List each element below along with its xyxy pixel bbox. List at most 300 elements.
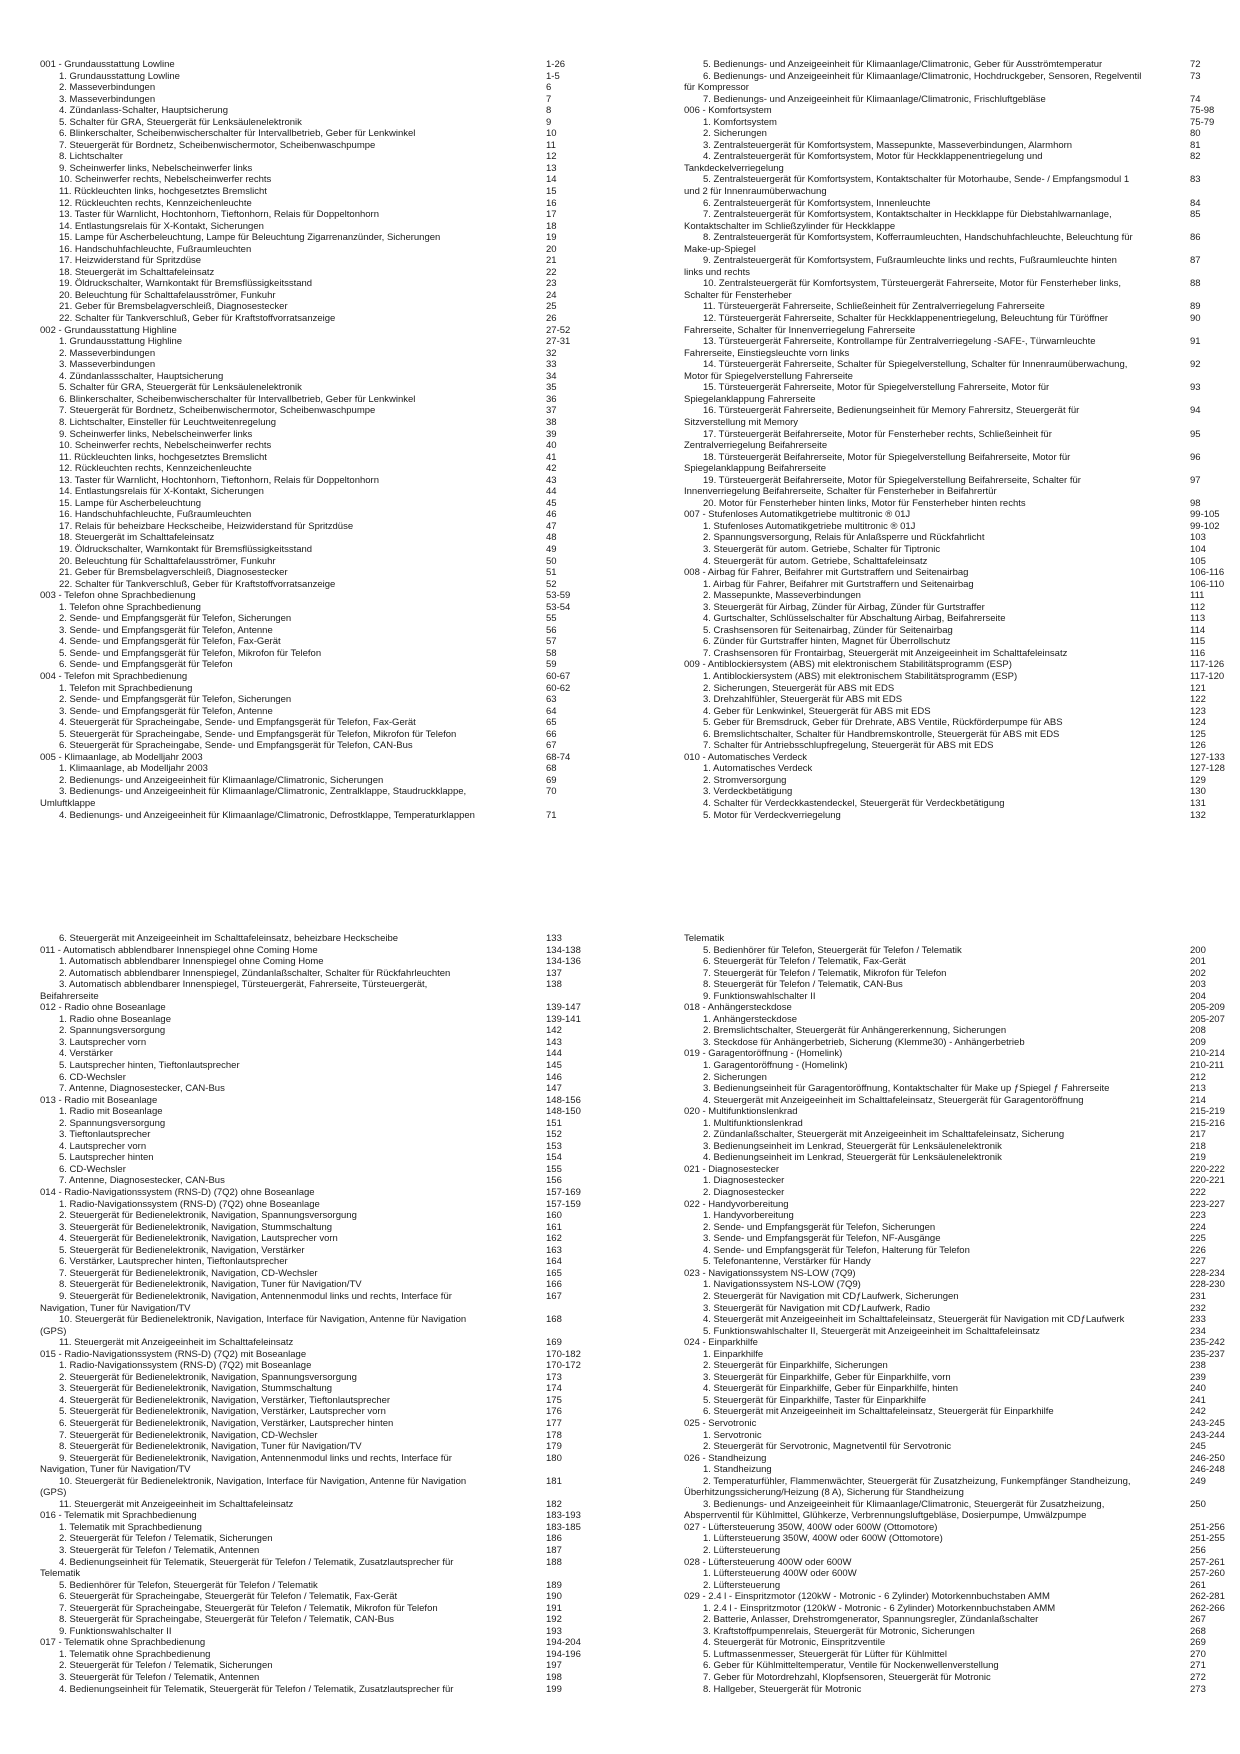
toc-section-entry: [40, 706, 680, 718]
toc-page-range: 73: [1190, 70, 1201, 82]
toc-section-entry: [684, 1406, 1240, 1418]
toc-page-range: 165: [546, 1267, 562, 1279]
toc-entry-title: 2. Sicherungen: [703, 128, 767, 140]
toc-entry-title: 15. Türsteuergerät Fahrerseite, Motor für Spiegelverstellung Fahrerseite, Motor für: [703, 382, 1050, 394]
toc-entry-title: 5. Steuergerät für Bedienelektronik, Navigation, Verstärker: [59, 1244, 305, 1256]
toc-entry-title: 2. Spannungsversorgung, Relais für Anlaßsperre und Rückfahrlicht: [703, 532, 985, 544]
toc-entry-title: 6. Blinkerschalter, Scheibenwischerschalter für Intervallbetrieb, Geber für Lenkwinkel: [59, 393, 416, 405]
toc-page-range: 106-110: [1190, 578, 1225, 590]
toc-page-range: 49: [546, 543, 557, 555]
toc-entry-title: 1. Handyvorbereitung: [703, 1210, 794, 1222]
toc-entry-title: 3. Steuergerät für Navigation mit CDƒLaufwerk, Radio: [703, 1302, 931, 1314]
toc-page-range: 178: [546, 1429, 562, 1441]
toc-page-range: 9: [546, 116, 552, 128]
toc-entry-title: 11. Rückleuchten links, hochgesetztes Bremslicht: [59, 186, 267, 198]
toc-page-range: 200: [1190, 944, 1206, 956]
toc-page-range: 59: [546, 659, 557, 671]
toc-page-range: 170-172: [546, 1360, 581, 1372]
toc-page-range: 160: [546, 1210, 562, 1222]
toc-page-range: 63: [546, 694, 557, 706]
toc-section-entry: [40, 625, 680, 637]
toc-section-entry: [684, 1672, 1240, 1684]
toc-page-range: 97: [1190, 474, 1201, 486]
toc-entry-title: 011 - Automatisch abblendbarer Innenspiegel ohne Coming Home: [40, 944, 318, 956]
toc-section-entry: [40, 1210, 680, 1222]
toc-continuation-line: [40, 1568, 680, 1580]
toc-entry-title: 6. Steuergerät für Spracheingabe, Steuergerät für Telefon / Telematik, Fax-Gerät: [59, 1591, 398, 1603]
toc-page-range: 188: [546, 1556, 562, 1568]
toc-entry-title: 4. Zentralsteuergerät für Komfortsystem, Motor für Heckklappenentriegelung und: [703, 151, 1043, 163]
toc-page-range: 113: [1190, 613, 1206, 625]
toc-page-range: 127-128: [1190, 763, 1225, 775]
toc-section-entry: [684, 151, 1240, 163]
toc-section-entry: [40, 463, 680, 475]
toc-section-entry: [684, 590, 1240, 602]
toc-entry-title: 3. Steuergerät für Bedienelektronik, Navigation, Stummschaltung: [59, 1221, 333, 1233]
toc-page-range: 32: [546, 347, 557, 359]
toc-entry-title: 4. Zündanlassschalter, Hauptsicherung: [59, 370, 224, 382]
toc-page-range: 71: [546, 809, 557, 821]
toc-page-range: 177: [546, 1417, 562, 1429]
toc-entry-title: 16. Handschuhfachleuchte, Fußraumleuchten: [59, 243, 252, 255]
toc-section-entry: [684, 625, 1240, 637]
toc-entry-title: Spiegelanklappung Fahrerseite: [684, 393, 816, 405]
toc-section-entry: [40, 1106, 680, 1118]
toc-chapter-entry: [40, 325, 680, 337]
toc-entry-title: Absperrventil für Kühlmittel, Glühkerze, Verbrennungsluftgebläse, Dosierpumpe, Umwälzpumpe: [684, 1510, 1087, 1522]
toc-page-range: 208: [1190, 1025, 1206, 1037]
toc-page-range: 88: [1190, 278, 1201, 290]
toc-section-entry: [40, 71, 680, 83]
toc-section-entry: [40, 1048, 680, 1060]
toc-page-range: 115: [1190, 636, 1206, 648]
toc-section-entry: [684, 140, 1240, 152]
toc-page-range: 17: [546, 209, 557, 221]
toc-page-range: 217: [1190, 1129, 1206, 1141]
toc-page-range: 201: [1190, 956, 1206, 968]
toc-page-range: 21: [546, 255, 557, 267]
toc-continuation-line: [40, 1326, 680, 1338]
toc-section-entry: [40, 440, 680, 452]
toc-page-range: 70: [546, 786, 557, 798]
toc-entry-title: 7. Steuergerät für Bordnetz, Scheibenwischermotor, Scheibenwaschpumpe: [59, 139, 376, 151]
toc-page-range: 261: [1190, 1579, 1206, 1591]
toc-section-entry: [40, 1372, 680, 1384]
toc-section-entry: [684, 174, 1240, 186]
toc-page-range: 75-79: [1190, 116, 1215, 128]
toc-entry-title: 9. Steuergerät für Bedienelektronik, Navigation, Antennenmodul links und rechts, Interface für: [59, 1452, 452, 1464]
toc-entry-title: Fahrerseite, Einstiegsleuchte vorn links: [684, 347, 850, 359]
toc-entry-title: 3. Steuergerät für Einparkhilfe, Geber für Einparkhilfe, vorn: [703, 1371, 951, 1383]
toc-section-entry: [684, 313, 1240, 325]
toc-section-entry: [684, 1025, 1240, 1037]
toc-entry-title: 8. Hallgeber, Steuergerät für Motronic: [703, 1683, 862, 1695]
toc-section-entry: [684, 786, 1240, 798]
toc-entry-title: 6. Geber für Kühlmitteltemperatur, Ventile für Nockenwellenverstellung: [703, 1660, 999, 1672]
toc-section-entry: [40, 979, 680, 991]
toc-entry-title: 3. Bedienungseinheit im Lenkrad, Steuergerät für Lenksäulenelektronik: [703, 1140, 1002, 1152]
toc-section-entry: [40, 509, 680, 521]
toc-page-range: 176: [546, 1406, 562, 1418]
toc-entry-title: 3. Steuergerät für Bedienelektronik, Navigation, Stummschaltung: [59, 1383, 333, 1395]
toc-page-range: 114: [1190, 624, 1206, 636]
toc-entry-title: 5. Steuergerät für Einparkhilfe, Taster für Einparkhilfe: [703, 1394, 927, 1406]
toc-page-range: 25: [546, 301, 557, 313]
toc-entry-title: 2. Masseverbindungen: [59, 82, 156, 94]
toc-entry-title: 7. Crashsensoren für Frontairbag, Steuergerät mit Anzeigeeinheit im Schalttafeleinsatz: [703, 647, 1068, 659]
toc-entry-title: 5. Bedienhörer für Telefon, Steuergerät für Telefon / Telematik: [59, 1579, 318, 1591]
toc-entry-title: (GPS): [40, 1487, 67, 1499]
toc-entry-title: 20. Beleuchtung für Schalttafelausströmer, Funkuhr: [59, 289, 276, 301]
toc-page-range: 148-156: [546, 1094, 581, 1106]
toc-section-entry: [40, 1337, 680, 1349]
toc-page-range: 81: [1190, 139, 1201, 151]
toc-section-entry: [684, 636, 1240, 648]
toc-section-entry: [40, 105, 680, 117]
toc-entry-title: 5. Motor für Verdeckverriegelung: [703, 809, 841, 821]
toc-section-entry: [40, 209, 680, 221]
toc-entry-title: 1. Lüftersteuerung 400W oder 600W: [703, 1568, 857, 1580]
toc-entry-title: Motor für Spiegelverstellung Fahrerseite: [684, 370, 853, 382]
toc-section-entry: [684, 1533, 1240, 1545]
toc-page-range: 47: [546, 520, 557, 532]
toc-entry-title: 9. Funktionswahlschalter II: [59, 1625, 172, 1637]
toc-entry-title: 7. Steuergerät für Bordnetz, Scheibenwischermotor, Scheibenwaschpumpe: [59, 405, 376, 417]
toc-entry-title: 1. Telefon mit Sprachbedienung: [59, 682, 193, 694]
toc-section-entry: [40, 475, 680, 487]
toc-page-range: 123: [1190, 705, 1206, 717]
toc-page-range: 20: [546, 243, 557, 255]
toc-chapter-entry: [40, 1095, 680, 1107]
toc-entry-title: 10. Steuergerät für Bedienelektronik, Navigation, Interface für Navigation, Antenne für Navigation: [59, 1314, 467, 1326]
toc-section-entry: [684, 1303, 1240, 1315]
toc-entry-title: 11. Türsteuergerät Fahrerseite, Schließeinheit für Zentralverriegelung Fahrerseite: [703, 301, 1045, 313]
toc-page-range: 256: [1190, 1544, 1206, 1556]
toc-section-entry: [684, 1175, 1240, 1187]
toc-section-entry: [684, 117, 1240, 129]
toc-page-range: 8: [546, 105, 552, 117]
toc-entry-title: 6. Steuergerät mit Anzeigeeinheit im Schalttafeleinsatz, Steuergerät für Einparkhilfe: [703, 1406, 1054, 1418]
toc-entry-title: 8. Lichtschalter: [59, 151, 123, 163]
toc-entry-title: 3. Steuergerät für Telefon / Telematik, Antennen: [59, 1544, 260, 1556]
toc-chapter-entry: [40, 945, 680, 957]
toc-section-entry: [684, 1476, 1240, 1488]
toc-section-entry: [40, 763, 680, 775]
toc-section-entry: [40, 1383, 680, 1395]
toc-page-range: 146: [546, 1071, 562, 1083]
toc-page-range: 45: [546, 497, 557, 509]
toc-entry-title: 3. Masseverbindungen: [59, 359, 156, 371]
toc-entry-title: 19. Öldruckschalter, Warnkontakt für Bremsflüssigkeitsstand: [59, 278, 313, 290]
toc-entry-title: 4. Lautsprecher vorn: [59, 1140, 147, 1152]
toc-page-range: 11: [546, 139, 556, 151]
toc-page-range: 174: [546, 1383, 562, 1395]
toc-page-range: 116: [1190, 647, 1206, 659]
toc-entry-title: 5. Bedienhörer für Telefon, Steuergerät für Telefon / Telematik: [703, 944, 962, 956]
toc-entry-title: 2. Steuergerät für Navigation mit CDƒLaufwerk, Sicherungen: [703, 1290, 959, 1302]
toc-entry-title: 1. Lüftersteuerung 350W, 400W oder 600W (Ottomotore): [703, 1533, 943, 1545]
toc-section-entry: [684, 648, 1240, 660]
toc-entry-title: 22. Schalter für Tankverschluß, Geber für Kraftstoffvorratsanzeige: [59, 578, 336, 590]
toc-section-entry: [40, 1222, 680, 1234]
toc-entry-title: 9. Scheinwerfer links, Nebelscheinwerfer links: [59, 428, 253, 440]
toc-entry-title: Sitzverstellung mit Memory: [684, 416, 799, 428]
toc-entry-title: 2. Temperaturfühler, Flammenwächter, Steuergerät für Zusatzheizung, Funkempfänger Standheizung,: [703, 1475, 1131, 1487]
toc-entry-title: 1. Airbag für Fahrer, Beifahrer mit Gurtstraffern und Seitenairbag: [703, 578, 974, 590]
toc-page-range: 131: [1190, 798, 1206, 809]
toc-section-entry: [40, 452, 680, 464]
toc-page-range: 262-281: [1190, 1591, 1225, 1603]
toc-section-entry: [684, 706, 1240, 718]
toc-page-range: 39: [546, 428, 557, 440]
toc-page-range: 251-256: [1190, 1521, 1225, 1533]
toc-page-range: 235-237: [1190, 1348, 1225, 1360]
toc-chapter-entry: [40, 1637, 680, 1649]
toc-page-range: 194-204: [546, 1637, 581, 1649]
toc-page-range: 24: [546, 289, 557, 301]
toc-entry-title: 7. Steuergerät für Spracheingabe, Steuergerät für Telefon / Telematik, Mikrofon für Telefon: [59, 1602, 438, 1614]
toc-section-entry: [40, 648, 680, 660]
toc-entry-title: 7. Bedienungs- und Anzeigeeinheit für Klimaanlage/Climatronic, Frischluftgebläse: [703, 93, 1046, 105]
toc-entry-title: 4. Schalter für Verdeckkastendeckel, Steuergerät für Verdeckbetätigung: [703, 798, 1005, 809]
toc-page-range: 74: [1190, 93, 1201, 105]
toc-page-range: 10: [546, 128, 557, 140]
toc-chapter-entry: [684, 1164, 1240, 1176]
toc-section-entry: [684, 1614, 1240, 1626]
toc-section-entry: [40, 359, 680, 371]
toc-entry-title: 1. Garagentoröffnung - (Homelink): [703, 1060, 848, 1072]
toc-page-range: 1-5: [546, 70, 560, 82]
toc-chapter-entry: [684, 1106, 1240, 1118]
toc-section-entry: [40, 429, 680, 441]
toc-page-range: 183-193: [546, 1510, 581, 1522]
toc-entry-title: 8. Lichtschalter, Einsteller für Leuchtweitenregelung: [59, 416, 277, 428]
toc-entry-title: Innenverriegelung Beifahrerseite, Schalter für Fensterheber in Beifahrertür: [684, 486, 997, 498]
toc-entry-title: 2. Sende- und Empfangsgerät für Telefon, Sicherungen: [59, 694, 292, 706]
toc-entry-title: 4. Steuergerät mit Anzeigeeinheit im Schalttafeleinsatz, Steuergerät für Navigation mit CDƒLaufwerk: [703, 1314, 1125, 1326]
toc-section-entry: [684, 717, 1240, 729]
toc-entry-title: 1. Grundausstattung Lowline: [59, 70, 180, 82]
toc-section-entry: [40, 1268, 680, 1280]
toc-entry-title: 18. Steuergerät im Schalttafeleinsatz: [59, 266, 215, 278]
toc-entry-title: 1. 2.4 l - Einspritzmotor (120kW - Motronic - 6 Zylinder) Motorkennbuchstaben AMM: [703, 1602, 1056, 1614]
toc-chapter-entry: [684, 1453, 1240, 1465]
toc-section-entry: [684, 1037, 1240, 1049]
toc-page-range: 75-98: [1190, 105, 1215, 117]
toc-page-range: 213: [1190, 1083, 1206, 1095]
toc-page-range: 144: [546, 1048, 562, 1060]
toc-entry-title: 2. Steuergerät für Einparkhilfe, Sicherungen: [703, 1360, 888, 1372]
toc-section-entry: [40, 1441, 680, 1453]
toc-entry-title: 21. Geber für Bremsbelagverschleiß, Diagnosestecker: [59, 567, 288, 579]
toc-page-range: 95: [1190, 428, 1201, 440]
toc-page-range: 251-255: [1190, 1533, 1225, 1545]
toc-section-entry: [40, 1037, 680, 1049]
toc-entry-title: 7. Antenne, Diagnosestecker, CAN-Bus: [59, 1083, 225, 1095]
toc-section-entry: [684, 1291, 1240, 1303]
toc-section-entry: [40, 1522, 680, 1534]
toc-page-range: 121: [1190, 682, 1206, 694]
toc-section-entry: [684, 1430, 1240, 1442]
toc-column-lower-right: [684, 933, 1240, 1695]
toc-section-entry: [40, 1141, 680, 1153]
toc-entry-title: 1. Telematik ohne Sprachbedienung: [59, 1648, 211, 1660]
toc-entry-title: 6. Zünder für Gurtstraffer hinten, Magnet für Überrollschutz: [703, 636, 951, 648]
toc-entry-title: 3. Steuergerät für autom. Getriebe, Schalter für Tiptronic: [703, 543, 941, 555]
toc-entry-title: 18. Steuergerät im Schalttafeleinsatz: [59, 532, 215, 544]
toc-chapter-entry: [684, 1048, 1240, 1060]
toc-page-range: 223-227: [1190, 1198, 1225, 1210]
toc-section-entry: [40, 1672, 680, 1684]
toc-section-entry: [684, 1095, 1240, 1107]
toc-section-entry: [40, 1580, 680, 1592]
toc-chapter-entry: [684, 567, 1240, 579]
toc-page-range: 134-136: [546, 956, 581, 968]
toc-continuation-line: [684, 463, 1240, 475]
toc-page-range: 239: [1190, 1371, 1206, 1383]
toc-entry-title: 5. Lautsprecher hinten, Tieftonlautsprecher: [59, 1060, 240, 1072]
toc-section-entry: [40, 163, 680, 175]
toc-page-range: 232: [1190, 1302, 1206, 1314]
toc-section-entry: [40, 174, 680, 186]
toc-entry-title: 18. Türsteuergerät Beifahrerseite, Motor für Spiegelverstellung Beifahrerseite, Motor für: [703, 451, 1071, 463]
toc-page-range: 223: [1190, 1210, 1206, 1222]
toc-chapter-entry: [684, 1591, 1240, 1603]
toc-page-range: 132: [1190, 809, 1206, 821]
toc-section-entry: [40, 659, 680, 671]
toc-entry-title: 16. Türsteuergerät Fahrerseite, Bedienungseinheit für Memory Fahrersitz, Steuergerät für: [703, 405, 1080, 417]
toc-page-range: 106-116: [1190, 567, 1225, 579]
toc-entry-title: 7. Steuergerät für Bedienelektronik, Navigation, CD-Wechsler: [59, 1429, 318, 1441]
toc-page-range: 175: [546, 1394, 562, 1406]
toc-section-entry: [684, 1326, 1240, 1338]
toc-page-range: 241: [1190, 1394, 1206, 1406]
toc-entry-title: für Kompressor: [684, 82, 749, 94]
toc-entry-title: 15. Lampe für Ascherbeleuchtung: [59, 497, 202, 509]
toc-section-entry: [40, 1476, 680, 1488]
toc-page-range: 130: [1190, 786, 1206, 798]
toc-entry-title: 4. Bedienungseinheit im Lenkrad, Steuergerät für Lenksäulenelektronik: [703, 1152, 1002, 1164]
toc-page-range: 104: [1190, 543, 1206, 555]
toc-section-entry: [684, 1660, 1240, 1672]
toc-section-entry: [684, 255, 1240, 267]
toc-page-range: 148-150: [546, 1106, 581, 1118]
toc-section-entry: [40, 255, 680, 267]
toc-section-entry: [684, 382, 1240, 394]
toc-section-entry: [684, 1314, 1240, 1326]
toc-entry-title: 6. Verstärker, Lautsprecher hinten, Tieftonlautsprecher: [59, 1256, 288, 1268]
toc-page-range: 153: [546, 1140, 562, 1152]
toc-entry-title: Telematik: [684, 933, 725, 944]
toc-entry-title: 6. Steuergerät mit Anzeigeeinheit im Schalttafeleinsatz, beheizbare Heckscheibe: [59, 933, 399, 944]
toc-section-entry: [40, 1533, 680, 1545]
toc-continuation-line: [684, 267, 1240, 279]
toc-section-entry: [684, 1395, 1240, 1407]
toc-entry-title: 2. Batterie, Anlasser, Drehstromgenerator, Spannungsregler, Zündanlaßschalter: [703, 1614, 1039, 1626]
toc-entry-title: 3. Steuergerät für Airbag, Zünder für Airbag, Zünder für Gurtstraffer: [703, 601, 985, 613]
toc-entry-title: 4. Steuergerät für Bedienelektronik, Navigation, Lautsprecher vorn: [59, 1233, 338, 1245]
toc-section-entry: [40, 1279, 680, 1291]
toc-page-range: 96: [1190, 451, 1201, 463]
toc-section-entry: [40, 1175, 680, 1187]
toc-page-range: 57: [546, 636, 557, 648]
toc-entry-title: 6. Steuergerät für Spracheingabe, Sende- und Empfangsgerät für Telefon, CAN-Bus: [59, 740, 413, 752]
toc-section-entry: [684, 1545, 1240, 1557]
toc-section-entry: [684, 991, 1240, 1003]
toc-entry-title: 7. Zentralsteuergerät für Komfortsystem, Kontaktschalter in Heckklappe für Diebstahlwarnanlage,: [703, 209, 1112, 221]
toc-entry-title: 11. Rückleuchten links, hochgesetztes Bremslicht: [59, 451, 267, 463]
toc-continuation-line: [40, 1303, 680, 1315]
toc-entry-title: 006 - Komfortsystem: [684, 105, 772, 117]
toc-page-range: 133: [546, 933, 562, 944]
toc-page-range: 179: [546, 1441, 562, 1453]
toc-page-range: 69: [546, 774, 557, 786]
toc-entry-title: 2. Spannungsversorgung: [59, 1025, 166, 1037]
toc-section-entry: [684, 1083, 1240, 1095]
toc-section-entry: [684, 359, 1240, 371]
toc-entry-title: Telematik: [40, 1568, 81, 1580]
toc-entry-title: 4. Sende- und Empfangsgerät für Telefon, Halterung für Telefon: [703, 1244, 970, 1256]
toc-continuation-line: [684, 221, 1240, 233]
toc-page-range: 1-26: [546, 59, 566, 70]
toc-section-entry: [684, 729, 1240, 741]
toc-page-range: 215-219: [1190, 1106, 1225, 1118]
toc-entry-title: 3. Masseverbindungen: [59, 93, 156, 105]
toc-entry-title: 019 - Garagentoröffnung - (Homelink): [684, 1048, 843, 1060]
toc-page-range: 127-133: [1190, 751, 1225, 763]
toc-chapter-entry: [40, 1510, 680, 1522]
toc-entry-title: 3. Bedienungseinheit für Garagentoröffnung, Kontaktschalter für Make up ƒSpiegel ƒ Fahrerseite: [703, 1083, 1110, 1095]
toc-entry-title: 14. Türsteuergerät Fahrerseite, Schalter für Spiegelverstellung, Schalter für Innenraumüberwachung,: [703, 359, 1128, 371]
toc-entry-title: Beifahrerseite: [40, 990, 99, 1002]
toc-entry-title: 4. Steuergerät für Bedienelektronik, Navigation, Verstärker, Tieftonlautsprecher: [59, 1394, 391, 1406]
toc-entry-title: Schalter für Fensterheber: [684, 289, 792, 301]
toc-page-range: 181: [546, 1475, 562, 1487]
toc-page-range: 53-59: [546, 590, 571, 602]
toc-entry-title: 7. Geber für Motordrehzahl, Klopfsensoren, Steuergerät für Motronic: [703, 1672, 991, 1683]
toc-page-range: 163: [546, 1244, 562, 1256]
toc-entry-title: 020 - Multifunktionslenkrad: [684, 1106, 798, 1118]
toc-entry-title: 002 - Grundausstattung Highline: [40, 324, 177, 336]
toc-continuation-line: [684, 486, 1240, 498]
toc-section-entry: [684, 613, 1240, 625]
toc-section-entry: [40, 567, 680, 579]
toc-section-entry: [684, 429, 1240, 441]
toc-page-range: 26: [546, 313, 557, 325]
toc-section-entry: [684, 1222, 1240, 1234]
toc-page-range: 154: [546, 1152, 562, 1164]
toc-section-entry: [40, 1395, 680, 1407]
toc-entry-title: 9. Zentralsteuergerät für Komfortsystem, Fußraumleuchte links und rechts, Fußraumleuchte hinten: [703, 255, 1117, 267]
toc-page-range: 209: [1190, 1036, 1206, 1048]
toc-page-range: 46: [546, 509, 557, 521]
toc-page-range: 111: [1190, 590, 1205, 602]
toc-section-entry: [40, 498, 680, 510]
toc-section-entry: [684, 405, 1240, 417]
toc-page-range: 35: [546, 382, 557, 394]
toc-entry-title: 026 - Standheizung: [684, 1452, 767, 1464]
toc-entry-title: 4. Steuergerät mit Anzeigeeinheit im Schalttafeleinsatz, Steuergerät für Garagentoröffnung: [703, 1094, 1084, 1106]
toc-page-range: 18: [546, 220, 557, 232]
toc-entry-title: 4. Geber für Lenkwinkel, Steuergerät für ABS mit EDS: [703, 705, 931, 717]
toc-section-entry: [684, 1256, 1240, 1268]
toc-page-range: 268: [1190, 1625, 1206, 1637]
toc-entry-title: 10. Scheinwerfer rechts, Nebelscheinwerfer rechts: [59, 174, 272, 186]
toc-page-range: 224: [1190, 1221, 1206, 1233]
toc-entry-title: 008 - Airbag für Fahrer, Beifahrer mit Gurtstraffern und Seitenairbag: [684, 567, 969, 579]
toc-entry-title: 1. Radio-Navigationssystem (RNS-D) (7Q2) ohne Boseanlage: [59, 1198, 320, 1210]
toc-entry-title: 2. Sicherungen, Steuergerät für ABS mit EDS: [703, 682, 895, 694]
